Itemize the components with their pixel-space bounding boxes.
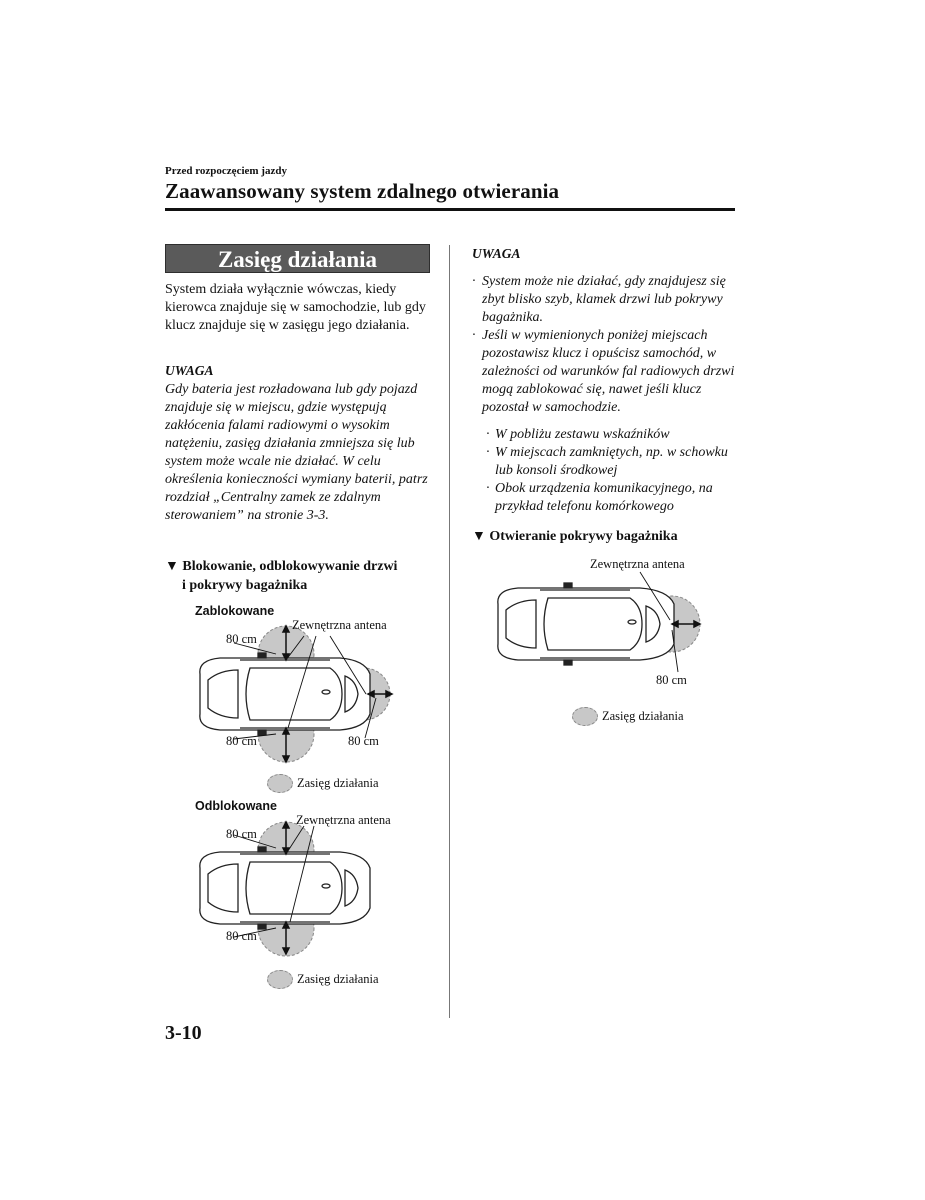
antenna-label-unlocked: Zewnętrzna antena bbox=[296, 813, 391, 827]
locking-title-line2: i pokrywy bagażnika bbox=[182, 578, 308, 593]
distance-label-rear: 80 cm bbox=[348, 734, 379, 748]
range-legend-label: Zasięg działania bbox=[297, 972, 379, 986]
locking-title-line1: Blokowanie, odblokowywanie drzwi bbox=[182, 559, 398, 574]
trunk-subheading bbox=[472, 527, 678, 546]
note-bullets bbox=[472, 273, 742, 417]
range-legend-swatch bbox=[267, 970, 293, 989]
list-item-text: Jeśli w wymienionych poniżej miejscach pozostawisz klucz i opuścisz samochód, w zależności od warunków fal radiowych drzwi mogą zablokować się, nawet jeśli klucz pozostał w samochodzie. bbox=[482, 328, 735, 415]
section-heading: Zasięg działania bbox=[165, 244, 430, 273]
bullet-icon: · bbox=[472, 328, 476, 343]
intro-paragraph: System działa wyłącznie wówczas, kiedy kierowca znajduje się w samochodzie, lub gdy klucz znajduje się w zasięgu jego działania. bbox=[165, 282, 426, 333]
distance-label-bottom: 80 cm bbox=[226, 734, 257, 748]
list-item bbox=[486, 426, 742, 444]
list-item-text: System może nie działać, gdy znajdujesz się zbyt blisko szyb, klamek drzwi lub pokrywy bagażnika. bbox=[482, 274, 726, 325]
antenna-label-trunk: Zewnętrzna antena bbox=[590, 557, 685, 571]
page-number: 3-10 bbox=[165, 1022, 202, 1044]
list-item bbox=[472, 327, 742, 417]
title-rule bbox=[165, 208, 735, 211]
car-top-view-icon bbox=[200, 653, 370, 735]
car-top-view-icon bbox=[200, 847, 370, 929]
list-item-text: W pobliżu zestawu wskaźników bbox=[495, 427, 670, 442]
car-top-view-icon bbox=[498, 583, 674, 665]
bullet-icon: · bbox=[486, 445, 490, 460]
trunk-car-diagram bbox=[490, 552, 720, 697]
bullet-icon: · bbox=[472, 274, 476, 289]
distance-label-top: 80 cm bbox=[226, 827, 257, 841]
list-item bbox=[472, 273, 742, 327]
breadcrumb: Przed rozpoczęciem jazdy bbox=[165, 165, 287, 177]
trunk-title: Otwieranie pokrywy bagażnika bbox=[489, 529, 678, 544]
unlocked-car-diagram bbox=[180, 810, 410, 960]
column-divider bbox=[449, 245, 450, 1018]
triangle-marker-icon: ▼ bbox=[165, 559, 179, 574]
unlocked-label: Odblokowane bbox=[195, 799, 277, 813]
distance-label-top: 80 cm bbox=[226, 632, 257, 646]
list-item-text: W miejscach zamkniętych, np. w schowku lub konsoli środkowej bbox=[495, 445, 728, 478]
note-text-left: Gdy bateria jest rozładowana lub gdy pojazd znajduje się w miejscu, gdzie występują zakłócenia falami radiowymi o wysokim natężeniu, zasięg działania zmniejsza się lub system może wcale nie działać. W celu określenia konieczności wymiany baterii, patrz rozdział „Centralny zamek ze zdalnym sterowaniem” na stronie 3-3. bbox=[165, 382, 428, 523]
note-heading-left: UWAGA bbox=[165, 363, 214, 378]
range-legend-swatch bbox=[572, 707, 598, 726]
list-item bbox=[486, 444, 742, 480]
page-title: Zaawansowany system zdalnego otwierania bbox=[165, 179, 560, 203]
range-legend-label: Zasięg działania bbox=[297, 776, 379, 790]
triangle-marker-icon: ▼ bbox=[472, 529, 486, 544]
bullet-icon: · bbox=[486, 427, 490, 442]
distance-label-rear: 80 cm bbox=[656, 673, 687, 687]
note-sub-bullets bbox=[486, 426, 742, 516]
list-item bbox=[486, 480, 742, 516]
note-heading-right: UWAGA bbox=[472, 246, 521, 261]
bullet-icon: · bbox=[486, 481, 490, 496]
locked-label: Zablokowane bbox=[195, 604, 275, 618]
distance-label-bottom: 80 cm bbox=[226, 929, 257, 943]
antenna-label-locked: Zewnętrzna antena bbox=[292, 618, 387, 632]
range-legend-swatch bbox=[267, 774, 293, 793]
locking-subheading bbox=[165, 557, 435, 595]
list-item-text: Obok urządzenia komunikacyjnego, na przykład telefonu komórkowego bbox=[495, 481, 713, 514]
range-legend-label: Zasięg działania bbox=[602, 709, 684, 723]
